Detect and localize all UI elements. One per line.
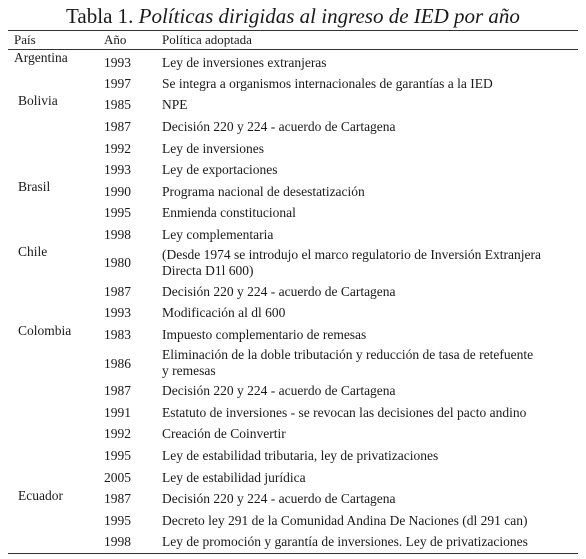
- row-policy: Creación de Coinvertir: [162, 426, 286, 441]
- row-year: 1983: [104, 327, 131, 342]
- row-year: 2005: [104, 470, 131, 485]
- country-brasil: Brasil: [18, 179, 51, 194]
- row-policy: Decisión 220 y 224 - acuerdo de Cartagena: [162, 119, 396, 134]
- row-year: 1986: [104, 356, 131, 371]
- country-ecuador: Ecuador: [18, 488, 63, 503]
- country-bolivia: Bolivia: [18, 93, 58, 108]
- row-year: 1993: [104, 55, 131, 70]
- row-year: 1993: [104, 305, 131, 320]
- row-policy: Decisión 220 y 224 - acuerdo de Cartagena: [162, 284, 396, 299]
- row-year: 1987: [104, 284, 131, 299]
- row-year: 1980: [104, 255, 131, 270]
- row-year: 1985: [104, 97, 131, 112]
- row-policy: Ley complementaria: [162, 227, 274, 242]
- row-year: 1987: [104, 119, 131, 134]
- header-country: País: [14, 32, 36, 47]
- row-policy: Ley de estabilidad jurídica: [162, 470, 306, 485]
- table-title-prefix: Tabla 1.: [66, 4, 134, 28]
- row-policy: NPE: [162, 97, 188, 112]
- top-rule: [8, 30, 578, 31]
- bottom-rule: [8, 553, 578, 554]
- row-policy: Decisión 220 y 224 - acuerdo de Cartagena: [162, 491, 396, 506]
- row-policy: Se integra a organismos internacionales de garantías a la IED: [162, 76, 493, 91]
- row-policy: Decreto ley 291 de la Comunidad Andina De Naciones (dl 291 can): [162, 513, 528, 528]
- table-title-main: Políticas dirigidas al ingreso de IED por año: [138, 4, 520, 28]
- row-policy: Ley de promoción y garantía de inversiones. Ley de privatizaciones: [162, 534, 528, 549]
- country-chile: Chile: [18, 244, 48, 259]
- row-policy: Decisión 220 y 224 - acuerdo de Cartagena: [162, 383, 396, 398]
- header-policy: Política adoptada: [162, 32, 252, 47]
- row-policy: Impuesto complementario de remesas: [162, 327, 367, 342]
- row-year: 1998: [104, 227, 131, 242]
- row-year: 1995: [104, 448, 131, 463]
- row-policy: Modificación al dl 600: [162, 305, 286, 320]
- row-year: 1991: [104, 405, 131, 420]
- row-year: 1998: [104, 534, 131, 549]
- row-policy: Ley de exportaciones: [162, 162, 278, 177]
- row-year: 1993: [104, 162, 131, 177]
- row-policy: (Desde 1974 se introdujo el marco regulatorio de Inversión Extranjera Directa D1l 600): [162, 247, 541, 278]
- row-year: 1995: [104, 205, 131, 220]
- row-policy: Estatuto de inversiones - se revocan las decisiones del pacto andino: [162, 405, 527, 420]
- row-year: 1997: [104, 76, 131, 91]
- table-title: [0, 5, 586, 27]
- row-policy: Ley de estabilidad tributaria, ley de privatizaciones: [162, 448, 439, 463]
- row-policy: Enmienda constitucional: [162, 205, 296, 220]
- row-year: 1992: [104, 141, 131, 156]
- row-year: 1992: [104, 426, 131, 441]
- country-colombia: Colombia: [18, 323, 72, 338]
- row-policy: Eliminación de la doble tributación y reducción de tasa de retefuente y remesas: [162, 347, 534, 378]
- country-argentina: Argentina: [14, 50, 68, 65]
- header-year: Año: [104, 32, 127, 47]
- row-policy: Ley de inversiones extranjeras: [162, 55, 327, 70]
- row-year: 1990: [104, 184, 131, 199]
- row-policy: Ley de inversiones: [162, 141, 264, 156]
- row-year: 1995: [104, 513, 131, 528]
- header-rule: [8, 49, 578, 50]
- row-year: 1987: [104, 491, 131, 506]
- row-year: 1987: [104, 383, 131, 398]
- row-policy: Programa nacional de desestatización: [162, 184, 365, 199]
